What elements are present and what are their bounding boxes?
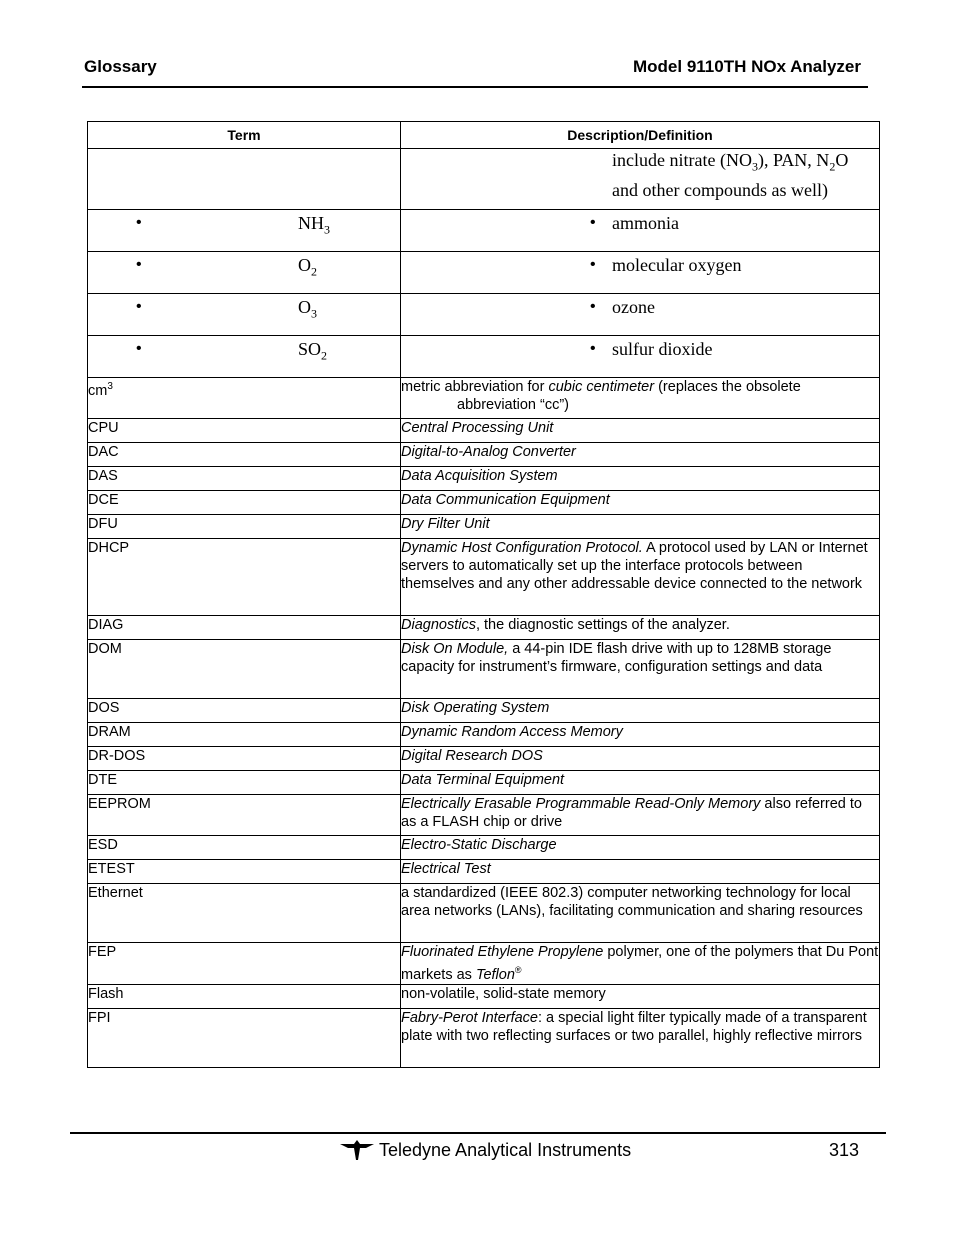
definition-cell: Dynamic Random Access Memory (401, 723, 880, 747)
term-cell: Flash (88, 984, 401, 1008)
section-title: Glossary (84, 57, 157, 76)
definition-cell: Digital Research DOS (401, 747, 880, 771)
term-cell (88, 210, 401, 252)
term-cell: DIAG (88, 616, 401, 640)
term-cell: ESD (88, 836, 401, 860)
definition-cell: Electro-Static Discharge (401, 836, 880, 860)
definition-cell (401, 294, 880, 336)
definition-cell: Electrical Test (401, 860, 880, 884)
footer-company: Teledyne Analytical Instruments (379, 1140, 632, 1160)
definition-cell: Dry Filter Unit (401, 515, 880, 539)
table-row (88, 443, 880, 467)
table-row (88, 419, 880, 443)
header-rule (82, 86, 868, 88)
definition-cell: Data Terminal Equipment (401, 771, 880, 795)
definition-cell: a standardized (IEEE 802.3) computer networking technology for local area networks (LANs), facilitating communication and sharing resources (401, 884, 880, 943)
definition-cell: Electrically Erasable Programmable Read-Only Memory also referred to as a FLASH chip or drive (401, 795, 880, 836)
bullet-icon: • (136, 256, 142, 273)
term-cell (88, 336, 401, 378)
term-cell: DFU (88, 515, 401, 539)
term-cell: DRAM (88, 723, 401, 747)
table-header-row (88, 122, 880, 149)
term-cell: $cm^3$ (88, 378, 401, 419)
table-row (88, 467, 880, 491)
table-row (88, 1008, 880, 1067)
definition-cell: Disk Operating System (401, 699, 880, 723)
table-row (88, 149, 880, 210)
table-row (88, 336, 880, 378)
footer-rule (70, 1132, 886, 1134)
term-cell: ETEST (88, 860, 401, 884)
term-cell: Ethernet (88, 884, 401, 943)
table-row (88, 616, 880, 640)
term-cell: DOS (88, 699, 401, 723)
bullet-icon: • (136, 340, 142, 357)
chemical-symbol: $SO_2$ (298, 339, 328, 363)
table-row (88, 943, 880, 985)
table-row (88, 884, 880, 943)
table-row (88, 699, 880, 723)
term-cell: CPU (88, 419, 401, 443)
bullet-icon: • (590, 214, 596, 231)
table-row (88, 515, 880, 539)
table-row (88, 860, 880, 884)
definition-cell (401, 336, 880, 378)
definition-text: ammonia (612, 213, 679, 233)
term-cell (88, 252, 401, 294)
term-cell: DHCP (88, 539, 401, 616)
definition-cell: Digital-to-Analog Converter (401, 443, 880, 467)
term-cell: DAS (88, 467, 401, 491)
definition-cell: Data Acquisition System (401, 467, 880, 491)
definition-cell: Dynamic Host Configuration Protocol. A protocol used by LAN or Internet servers to automatically set up the interface protocols between themselves and any other addressable device connected to the network (401, 539, 880, 616)
term-cell: DOM (88, 640, 401, 699)
bullet-icon: • (590, 298, 596, 315)
table-row (88, 491, 880, 515)
table-row (88, 640, 880, 699)
table-row (88, 771, 880, 795)
page-number: 313 (829, 1140, 860, 1160)
document-title: Model 9110TH NOx Analyzer (632, 57, 861, 76)
term-cell (88, 294, 401, 336)
table-row (88, 747, 880, 771)
continuation-text-line2: and other compounds as well) (612, 179, 828, 200)
table-row (88, 252, 880, 294)
term-cell: EEPROM (88, 795, 401, 836)
term-cell: FEP (88, 943, 401, 985)
table-row (88, 723, 880, 747)
definition-cell (401, 149, 880, 210)
column-header-definition: Description/Definition (401, 122, 880, 149)
chemical-symbol: $O_3$ (298, 297, 317, 321)
bullet-icon: • (136, 214, 142, 231)
term-cell: DTE (88, 771, 401, 795)
bullet-icon: • (590, 340, 596, 357)
definition-text: sulfur dioxide (612, 339, 713, 359)
definition-cell: Data Communication Equipment (401, 491, 880, 515)
definition-cell: Fabry-Perot Interface: a special light filter typically made of a transparent plate with two reflecting surfaces or two parallel, highly reflective mirrors (401, 1008, 880, 1067)
definition-cell (401, 210, 880, 252)
table-row (88, 539, 880, 616)
teledyne-logo-icon (340, 1140, 374, 1160)
continuation-text: include nitrate $(NO_3)$, PAN, $N_2O$ (612, 150, 849, 174)
term-cell: DCE (88, 491, 401, 515)
chemical-symbol: $NH_3$ (298, 213, 330, 237)
chemical-symbol: $O_2$ (298, 255, 317, 279)
definition-cell: Central Processing Unit (401, 419, 880, 443)
definition-cell: Disk On Module, a 44-pin IDE flash drive with up to 128MB storage capacity for instrument’s firmware, configuration settings and data (401, 640, 880, 699)
term-cell: FPI (88, 1008, 401, 1067)
term-cell: DR-DOS (88, 747, 401, 771)
definition-cell: non-volatile, solid-state memory (401, 984, 880, 1008)
term-cell (88, 149, 401, 210)
table-row (88, 210, 880, 252)
definition-text: molecular oxygen (612, 255, 742, 275)
table-row (88, 795, 880, 836)
table-row (88, 984, 880, 1008)
table-row (88, 378, 880, 419)
table-row (88, 294, 880, 336)
definition-cell: Fluorinated Ethylene Propylene polymer, one of the polymers that Du Pont markets as Teflon® (401, 944, 879, 983)
column-header-term: Term (88, 122, 401, 149)
bullet-icon: • (590, 256, 596, 273)
table-row (88, 836, 880, 860)
definition-cell: metric abbreviation for cubic centimeter (replaces the obsolete abbreviation “cc”) (401, 378, 880, 419)
term-cell: DAC (88, 443, 401, 467)
bullet-icon: • (136, 298, 142, 315)
definition-cell (401, 252, 880, 294)
glossary-table (87, 121, 880, 1068)
definition-cell: Diagnostics, the diagnostic settings of the analyzer. (401, 616, 880, 640)
definition-text: ozone (612, 297, 655, 317)
